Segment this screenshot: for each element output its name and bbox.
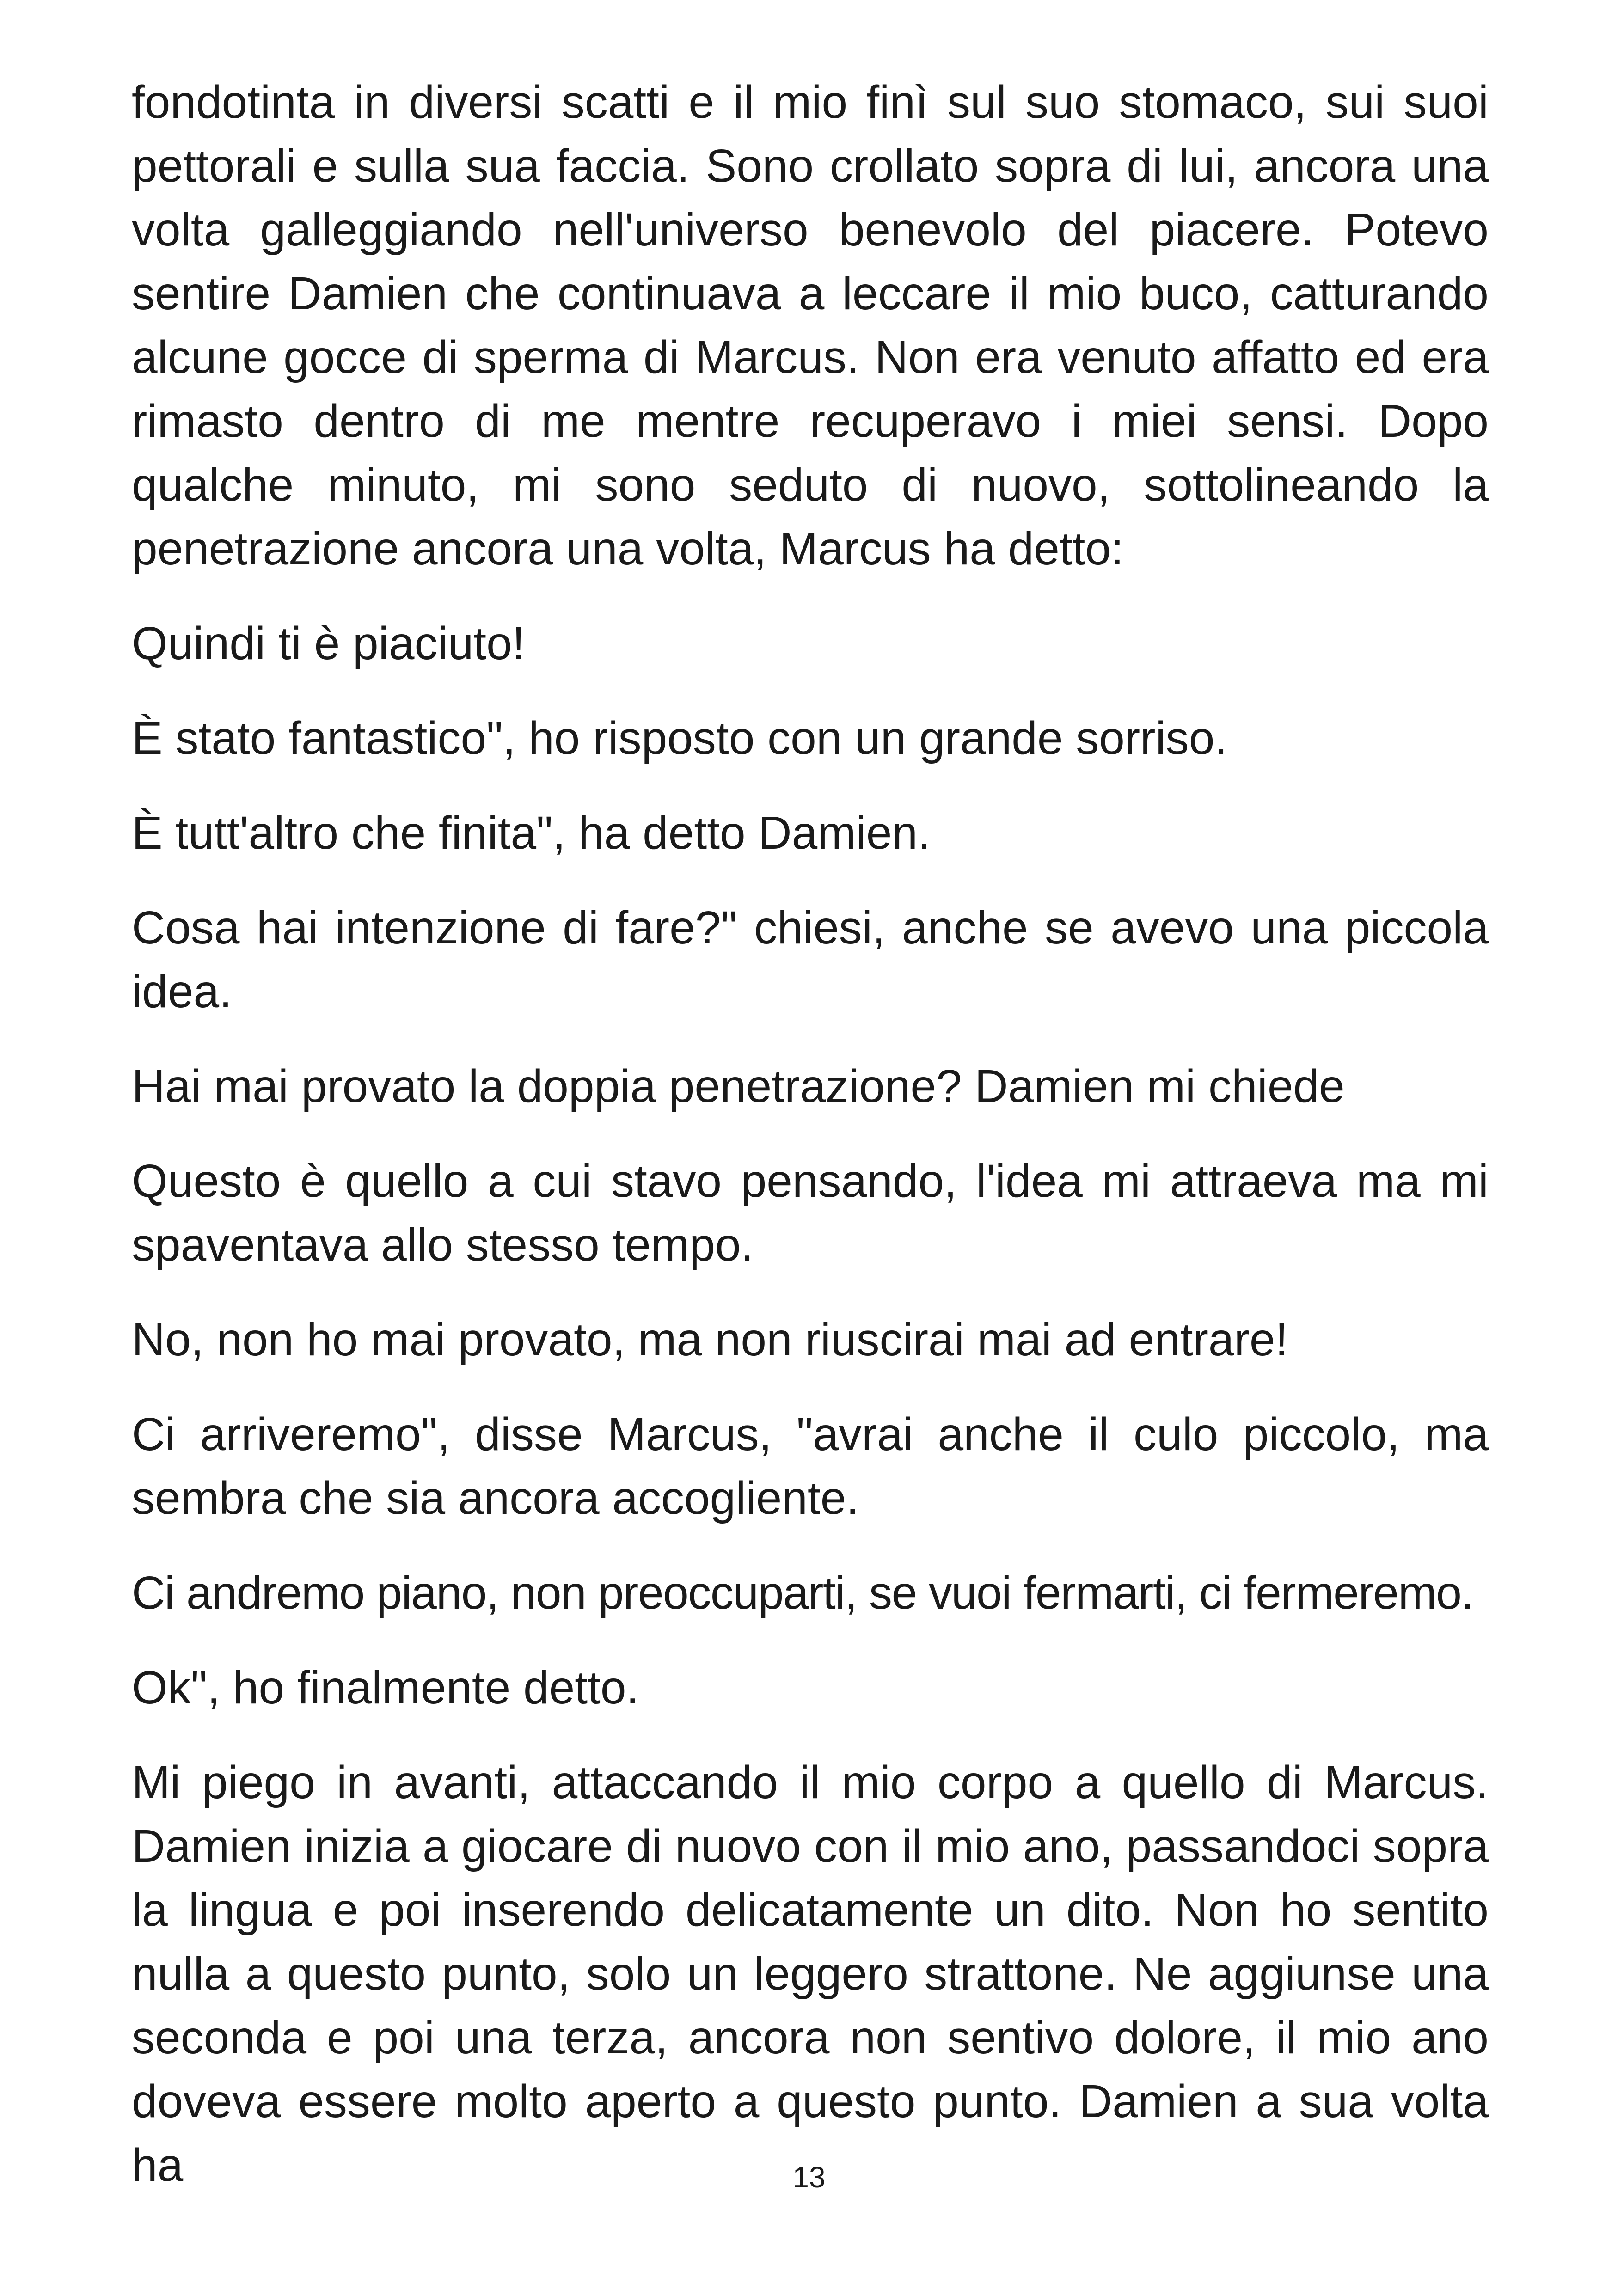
paragraph-10: Ci andremo piano, non preoccuparti, se vuoi fermarti, ci fermeremo. bbox=[132, 1567, 1473, 1619]
paragraph-5: Cosa hai intenzione di fare?" chiesi, anche se avevo una piccola idea. bbox=[132, 902, 1489, 1017]
page-number: 13 bbox=[792, 2161, 826, 2194]
paragraph-8: No, non ho mai provato, ma non riuscirai mai ad entrare! bbox=[132, 1314, 1288, 1365]
paragraph-2: Quindi ti è piaciuto! bbox=[132, 618, 525, 669]
paragraph-12: Mi piego in avanti, attaccando il mio corpo a quello di Marcus. Damien inizia a giocare di nuovo con il mio ano, passandoci sopra la lingua e poi inserendo delicatamente un dito. Non ho sentito nulla a questo punto, solo un leggero strattone. Ne aggiunse una seconda e poi una terza, ancora non sentivo dolore, il mio ano doveva essere molto aperto a questo punto. Damien a sua volta ha bbox=[132, 1757, 1489, 2191]
paragraph-7: Questo è quello a cui stavo pensando, l'idea mi attraeva ma mi spaventava allo stesso tempo. bbox=[132, 1155, 1489, 1271]
paragraph-11: Ok", ho finalmente detto. bbox=[132, 1662, 639, 1714]
paragraph-1: fondotinta in diversi scatti e il mio finì sul suo stomaco, sui suoi pettorali e sulla sua faccia. Sono crollato sopra di lui, ancora una volta galleggiando nell'universo benevolo del piacere. Potevo sentire Damien che continuava a leccare il mio buco, catturando alcune gocce di sperma di Marcus. Non era venuto affatto ed era rimasto dentro di me mentre recuperavo i miei sensi. Dopo qualche minuto, mi sono seduto di nuovo, sottolineando la penetrazione ancora una volta, Marcus ha detto: bbox=[132, 76, 1489, 575]
paragraph-9: Ci arriveremo", disse Marcus, "avrai anche il culo piccolo, ma sembra che sia ancora accogliente. bbox=[132, 1408, 1489, 1524]
paragraph-4: È tutt'altro che finita", ha detto Damien. bbox=[132, 807, 931, 859]
paragraph-3: È stato fantastico", ho risposto con un grande sorriso. bbox=[132, 712, 1228, 764]
paragraph-6: Hai mai provato la doppia penetrazione? Damien mi chiede bbox=[132, 1060, 1345, 1112]
body-text bbox=[132, 70, 1489, 2228]
